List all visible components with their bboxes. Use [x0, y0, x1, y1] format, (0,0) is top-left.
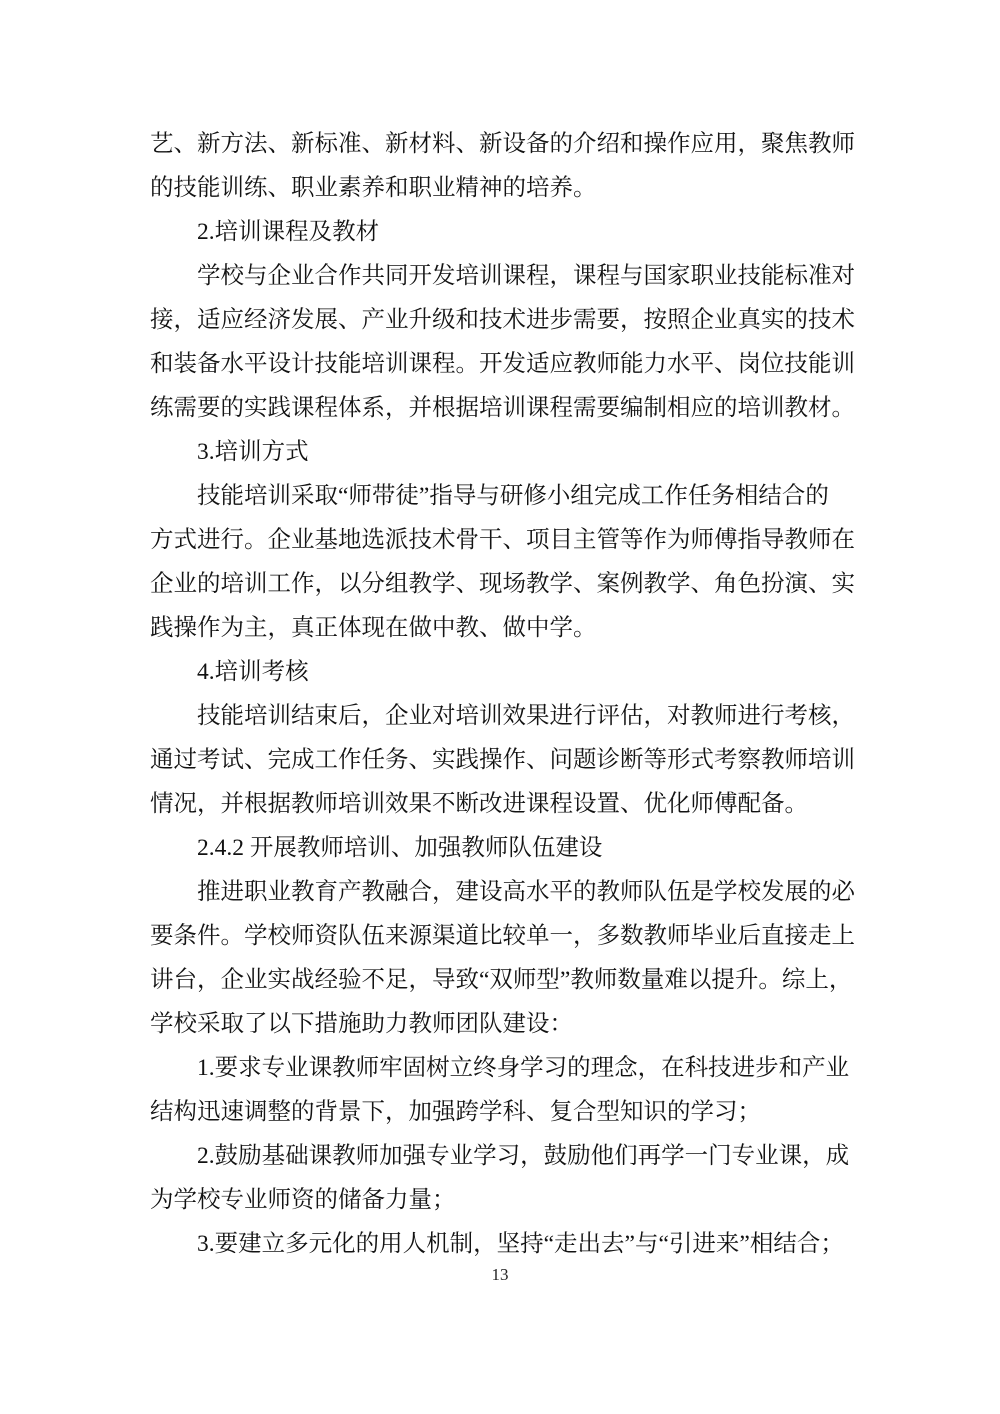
text-line: 为学校专业师资的储备力量；	[150, 1187, 456, 1213]
text-line: 的技能训练、职业素养和职业精神的培养。	[150, 175, 597, 201]
text-line: 2.4.2 开展教师培训、加强教师队伍建设	[197, 835, 603, 861]
text-line: 要条件。学校师资队伍来源渠道比较单一，多数教师毕业后直接走上	[150, 923, 855, 949]
text-line: 4.培训考核	[197, 659, 309, 685]
text-line: 结构迅速调整的背景下，加强跨学科、复合型知识的学习；	[150, 1099, 761, 1125]
text-line: 练需要的实践课程体系，并根据培训课程需要编制相应的培训教材。	[150, 395, 855, 421]
text-line: 学校与企业合作共同开发培训课程，课程与国家职业技能标准对	[197, 263, 855, 289]
text-line: 推进职业教育产教融合，建设高水平的教师队伍是学校发展的必	[197, 879, 855, 905]
text-line: 3.培训方式	[197, 439, 309, 465]
text-line: 3.要建立多元化的用人机制，坚持“走出去”与“引进来”相结合；	[197, 1231, 844, 1257]
text-line: 践操作为主，真正体现在做中教、做中学。	[150, 615, 597, 641]
text-line: 方式进行。企业基地选派技术骨干、项目主管等作为师傅指导教师在	[150, 527, 855, 553]
text-line: 2.培训课程及教材	[197, 219, 380, 245]
text-line: 情况，并根据教师培训效果不断改进课程设置、优化师傅配备。	[150, 791, 808, 817]
text-line: 接，适应经济发展、产业升级和技术进步需要，按照企业真实的技术	[150, 307, 855, 333]
text-line: 2.鼓励基础课教师加强专业学习，鼓励他们再学一门专业课，成	[197, 1143, 850, 1169]
text-line: 学校采取了以下措施助力教师团队建设：	[150, 1011, 573, 1037]
text-line: 企业的培训工作，以分组教学、现场教学、案例教学、角色扮演、实	[150, 571, 855, 597]
document-body	[150, 122, 858, 1266]
text-line: 和装备水平设计技能培训课程。开发适应教师能力水平、岗位技能训	[150, 351, 855, 377]
text-line: 技能培训结束后，企业对培训效果进行评估，对教师进行考核，	[197, 703, 855, 729]
text-line: 通过考试、完成工作任务、实践操作、问题诊断等形式考察教师培训	[150, 747, 855, 773]
page-number: 13	[491, 1265, 509, 1284]
text-line: 1.要求专业课教师牢固树立终身学习的理念，在科技进步和产业	[197, 1055, 850, 1081]
text-line: 讲台，企业实战经验不足，导致“双师型”教师数量难以提升。综上，	[150, 967, 853, 993]
text-line: 技能培训采取“师带徒”指导与研修小组完成工作任务相结合的	[197, 483, 829, 509]
text-line: 艺、新方法、新标准、新材料、新设备的介绍和操作应用，聚焦教师	[150, 131, 855, 157]
